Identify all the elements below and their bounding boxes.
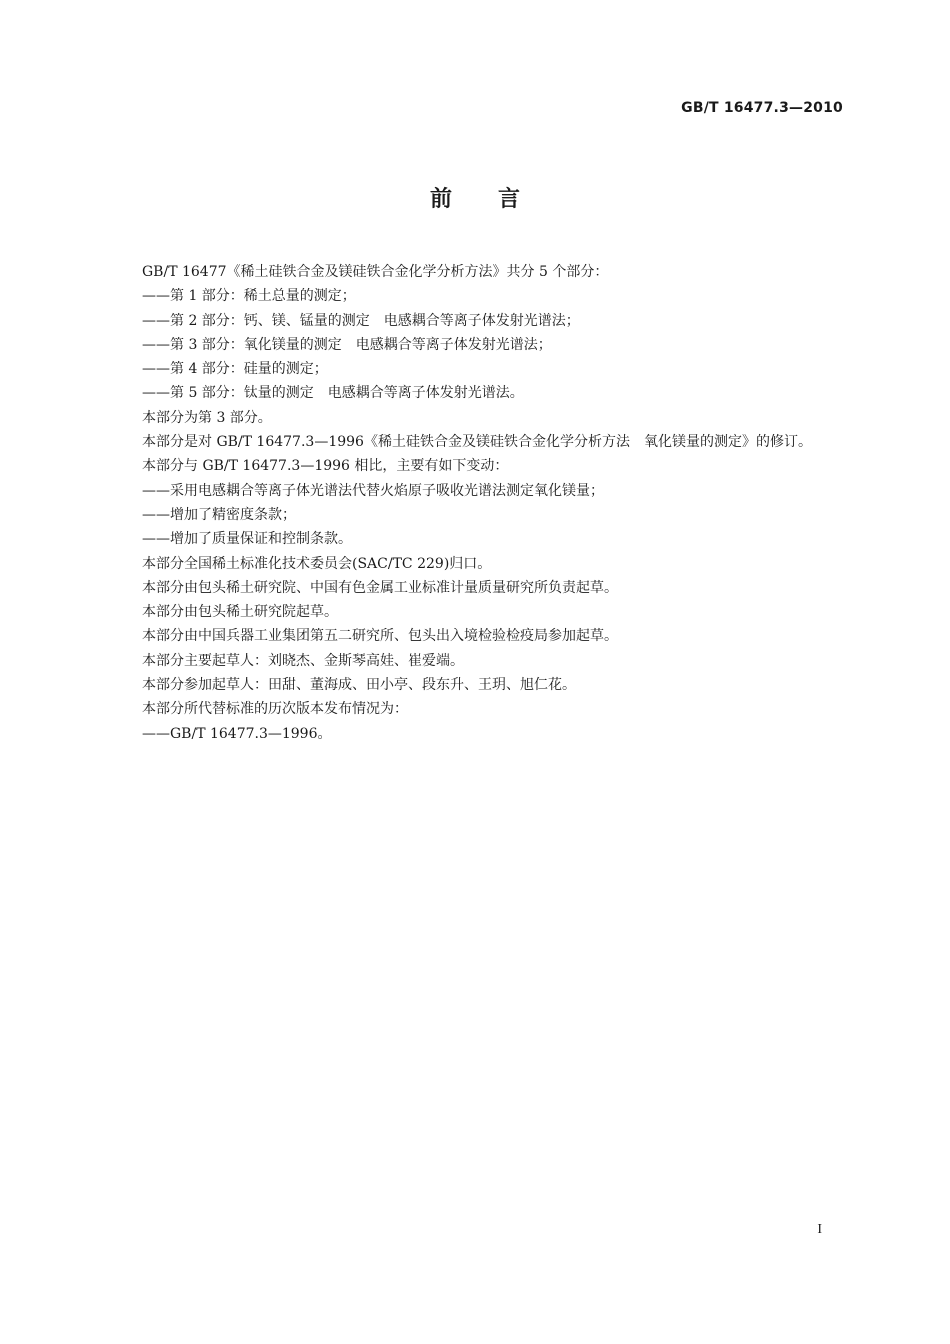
- page-title: 前言: [429, 187, 566, 212]
- paragraph: ——第 5 部分：钛量的测定 电感耦合等离子体发射光谱法。: [142, 385, 524, 402]
- body-text: [109, 260, 851, 746]
- paragraph: 本部分主要起草人：刘晓杰、金斯琴高娃、崔爱端。: [142, 652, 464, 669]
- paragraph: 本部分是对 GB/T 16477.3—1996《稀土硅铁合金及镁硅铁合金化学分析方法 氧化镁量的测定》的修订。: [142, 434, 812, 451]
- paragraph: ——增加了质量保证和控制条款。: [142, 531, 352, 548]
- page-number: I: [817, 1222, 822, 1237]
- paragraph: ——采用电感耦合等离子体光谱法代替火焰原子吸收光谱法测定氧化镁量；: [142, 482, 604, 499]
- paragraph: GB/T 16477《稀土硅铁合金及镁硅铁合金化学分析方法》共分 5 个部分：: [142, 264, 609, 280]
- paragraph: ——第 2 部分：钙、镁、锰量的测定 电感耦合等离子体发射光谱法；: [142, 312, 580, 329]
- paragraph: 本部分由包头稀土研究院、中国有色金属工业标准计量质量研究所负责起草。: [142, 579, 618, 596]
- paragraph: ——第 1 部分：稀土总量的测定；: [142, 288, 356, 305]
- paragraph: 本部分与 GB/T 16477.3—1996 相比，主要有如下变动：: [142, 458, 509, 475]
- paragraph: 本部分全国稀土标准化技术委员会(SAC/TC 229)归口。: [142, 555, 492, 572]
- paragraph: 本部分为第 3 部分。: [142, 409, 272, 426]
- paragraph: ——增加了精密度条款；: [142, 506, 296, 523]
- paragraph: 本部分由包头稀土研究院起草。: [142, 604, 338, 621]
- paragraph: 本部分由中国兵器工业集团第五二研究所、包头出入境检验检疫局参加起草。: [142, 628, 618, 645]
- paragraph: 本部分参加起草人：田甜、董海成、田小亭、段东升、王玥、旭仁花。: [142, 677, 576, 694]
- paragraph: ——GB/T 16477.3—1996。: [142, 725, 332, 742]
- paragraph: ——第 3 部分：氧化镁量的测定 电感耦合等离子体发射光谱法；: [142, 336, 552, 353]
- paragraph: 本部分所代替标准的历次版本发布情况为：: [142, 701, 408, 718]
- paragraph: ——第 4 部分：硅量的测定；: [142, 361, 328, 378]
- standard-number: GB/T 16477.3—2010: [681, 100, 843, 116]
